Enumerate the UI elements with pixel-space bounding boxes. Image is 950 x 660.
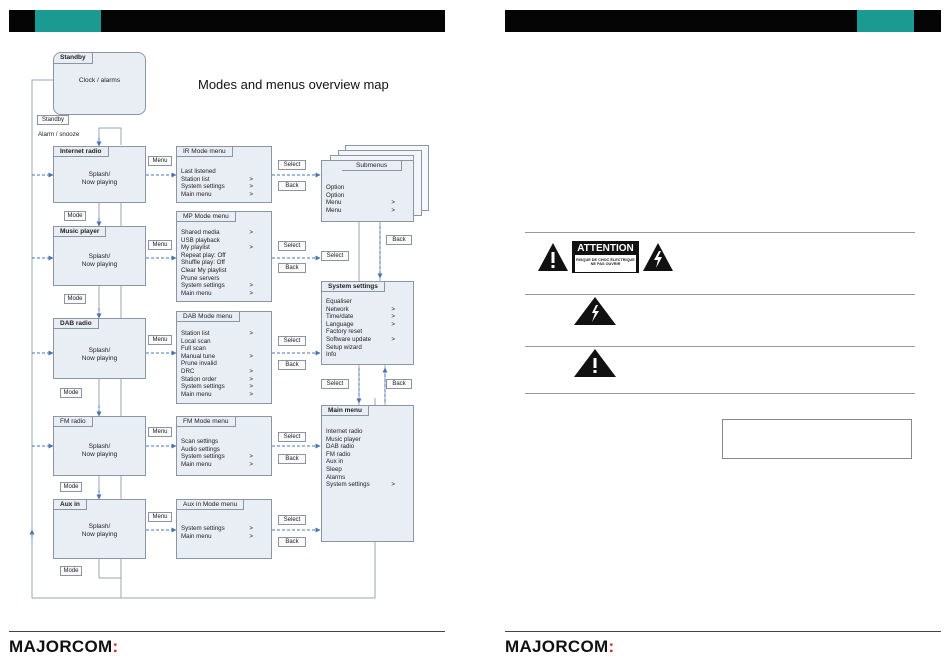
menu-list — [181, 438, 267, 468]
menu-item[interactable]: Local scan — [181, 337, 211, 345]
electric-shock-icon — [642, 241, 674, 273]
menu-item[interactable]: Option — [326, 184, 345, 191]
right-footer-rule — [505, 631, 941, 632]
menu-item[interactable]: Station list > — [181, 175, 253, 183]
mode-title: FM radio — [54, 417, 93, 427]
menu-item[interactable]: Equaliser — [326, 298, 352, 305]
select-button[interactable]: Select — [278, 432, 306, 442]
left-brand-logo — [9, 637, 118, 657]
mode-box-music-player — [53, 226, 146, 286]
select-button[interactable]: Select — [321, 379, 349, 389]
menu-item[interactable]: Main menu > — [181, 190, 253, 198]
menu-item[interactable]: Shuffle play: Off — [181, 259, 225, 267]
main-menu-list — [326, 428, 409, 489]
menu-item[interactable]: Main menu > — [181, 289, 253, 297]
note-box — [722, 419, 912, 459]
mode-text-1: Splash/ — [88, 523, 111, 530]
safety-rule — [525, 393, 915, 394]
attention-text-panel — [575, 255, 636, 272]
menu-title: FM Mode menu — [177, 417, 236, 427]
logo-colon: : — [112, 637, 119, 656]
menu-item[interactable]: System settings > — [181, 183, 253, 191]
menu-item[interactable]: FM radio — [326, 450, 351, 458]
select-button[interactable]: Select — [278, 336, 306, 346]
mode-text-2: Now playing — [81, 179, 118, 186]
mode-text-1: Splash/ — [88, 443, 111, 450]
submenus-list — [326, 184, 409, 214]
mode-title: Aux in — [54, 500, 87, 510]
alarm-snooze-label: Alarm / snooze — [38, 131, 80, 138]
mode-title: DAB radio — [54, 319, 99, 329]
menu-item[interactable]: System settings > — [181, 453, 253, 461]
menu-item[interactable]: Last listened — [181, 168, 216, 175]
menu-item[interactable]: System settings > — [181, 525, 253, 532]
menu-item[interactable]: System settings > — [181, 282, 253, 290]
main-menu-title: Main menu — [322, 406, 369, 416]
menu-item[interactable]: Internet radio — [326, 428, 363, 435]
menu-item[interactable]: Main menu > — [181, 532, 253, 540]
mp-mode-menu — [176, 211, 272, 302]
select-button[interactable]: Select — [278, 515, 306, 525]
menu-button[interactable]: Menu — [148, 335, 172, 345]
menu-item[interactable]: Option — [326, 191, 345, 199]
attention-sign — [572, 241, 639, 273]
attention-line-1: RISQUE DE CHOC ÉLECTRIQUE — [576, 258, 635, 262]
aux-mode-menu — [176, 499, 272, 559]
menu-item[interactable]: Factory reset — [326, 328, 363, 336]
caution-exclamation-icon — [573, 348, 617, 378]
menu-item[interactable]: Station list > — [181, 330, 253, 337]
back-button[interactable]: Back — [278, 263, 306, 273]
warning-exclamation-icon — [537, 241, 569, 273]
menu-item[interactable]: System settings > — [181, 383, 253, 391]
standby-text: Clock / alarms — [78, 77, 121, 84]
caution-lightning-icon — [573, 296, 617, 326]
main-menu-box — [321, 405, 414, 542]
menu-item[interactable]: Clear My playlist — [181, 266, 227, 274]
mode-text-1: Splash/ — [88, 171, 111, 178]
back-button[interactable]: Back — [278, 360, 306, 370]
right-header-accent-tab — [857, 10, 914, 32]
right-header-bar — [505, 10, 941, 32]
logo-colon: : — [608, 637, 615, 656]
safety-rule — [525, 346, 915, 347]
select-button[interactable]: Select — [321, 251, 349, 261]
menu-item[interactable]: My playlist > — [181, 244, 253, 252]
right-brand-logo — [505, 637, 614, 657]
mode-text-1: Splash/ — [88, 253, 111, 260]
menu-title: Aux in Mode menu — [177, 500, 244, 510]
left-footer-rule — [9, 631, 445, 632]
attention-line-2: NE PAS OUVRIR — [590, 262, 621, 266]
menu-item[interactable]: Aux in — [326, 458, 344, 466]
safety-rule — [525, 232, 915, 233]
mode-button[interactable]: Mode — [60, 388, 82, 398]
menu-item[interactable]: Main menu > — [181, 460, 253, 468]
menu-button[interactable]: Menu — [148, 427, 172, 437]
logo-text: MAJORCOM — [505, 637, 609, 656]
menu-item[interactable]: Time/date > — [326, 313, 395, 321]
menu-item[interactable]: Info — [326, 351, 337, 359]
mode-text-2: Now playing — [81, 261, 118, 268]
submenus-title: Submenus — [342, 161, 402, 171]
menu-list — [181, 330, 267, 398]
mode-button[interactable]: Mode — [64, 211, 86, 221]
logo-text: MAJORCOM — [9, 637, 113, 656]
menu-item[interactable]: Menu > — [326, 199, 395, 207]
mode-title: Music player — [54, 227, 106, 237]
mode-box-aux-in — [53, 499, 146, 559]
dab-mode-menu — [176, 311, 272, 404]
mode-title: Internet radio — [54, 147, 109, 157]
submenus-box — [321, 160, 414, 222]
select-button[interactable]: Select — [278, 241, 306, 251]
mode-text-2: Now playing — [81, 355, 118, 362]
mode-box-fm-radio — [53, 416, 146, 476]
menu-item[interactable]: Station order > — [181, 375, 253, 383]
menu-item[interactable]: Manual tune > — [181, 352, 253, 360]
map-title: Modes and menus overview map — [198, 77, 389, 92]
back-button[interactable]: Back — [386, 379, 412, 389]
menu-item[interactable]: System settings > — [326, 481, 395, 489]
safety-rule — [525, 294, 915, 295]
mode-text-1: Splash/ — [88, 347, 111, 354]
menu-title: IR Mode menu — [177, 147, 233, 157]
menu-item[interactable]: Menu > — [326, 206, 395, 214]
system-settings-box — [321, 281, 414, 365]
menu-item[interactable]: USB playback — [181, 236, 220, 244]
back-button[interactable]: Back — [278, 181, 306, 191]
menu-item[interactable]: Shared media > — [181, 229, 253, 236]
mode-box-dab-radio — [53, 318, 146, 379]
menu-item[interactable]: Setup wizard — [326, 343, 362, 351]
menu-item[interactable]: Language > — [326, 320, 395, 328]
menu-button[interactable]: Menu — [148, 512, 172, 522]
menu-list — [181, 525, 267, 540]
menu-item[interactable]: Prune servers — [181, 274, 220, 282]
menu-title: DAB Mode menu — [177, 312, 240, 322]
select-button[interactable]: Select — [278, 160, 306, 170]
menu-item[interactable]: DAB radio — [326, 443, 355, 451]
standby-box — [53, 52, 146, 115]
back-button[interactable]: Back — [278, 454, 306, 464]
menu-item[interactable]: Software update > — [326, 335, 395, 343]
back-button[interactable]: Back — [386, 235, 412, 245]
mode-text-2: Now playing — [81, 451, 118, 458]
ir-mode-menu — [176, 146, 272, 203]
system-settings-list — [326, 298, 409, 359]
menu-item[interactable]: Scan settings — [181, 438, 219, 445]
menu-item[interactable]: Prune invalid — [181, 360, 217, 368]
mode-button[interactable]: Mode — [60, 566, 82, 576]
menu-list — [181, 168, 267, 198]
fm-mode-menu — [176, 416, 272, 476]
menu-item[interactable]: Audio settings — [181, 445, 220, 453]
standby-button[interactable]: Standby — [37, 115, 69, 125]
back-button[interactable]: Back — [278, 537, 306, 547]
menu-item[interactable]: Main menu > — [181, 390, 253, 398]
menu-button[interactable]: Menu — [148, 240, 172, 250]
standby-title: Standby — [54, 53, 93, 64]
menu-item[interactable]: Music player — [326, 435, 361, 443]
menu-item[interactable]: Repeat play: Off — [181, 251, 226, 259]
system-settings-title: System settings — [322, 282, 385, 292]
mode-button[interactable]: Mode — [60, 482, 82, 492]
menu-list — [181, 229, 267, 297]
mode-text-2: Now playing — [81, 531, 118, 538]
menu-item[interactable]: Network > — [326, 305, 395, 313]
menu-item[interactable]: Sleep — [326, 465, 342, 473]
attention-title: ATTENTION — [577, 243, 634, 254]
menu-item[interactable]: DRC > — [181, 367, 253, 375]
menu-item[interactable]: Full scan — [181, 345, 206, 353]
menu-button[interactable]: Menu — [148, 156, 172, 166]
mode-box-internet-radio — [53, 146, 146, 203]
menu-title: MP Mode menu — [177, 212, 236, 222]
mode-button[interactable]: Mode — [64, 294, 86, 304]
menu-item[interactable]: Alarms — [326, 473, 346, 481]
